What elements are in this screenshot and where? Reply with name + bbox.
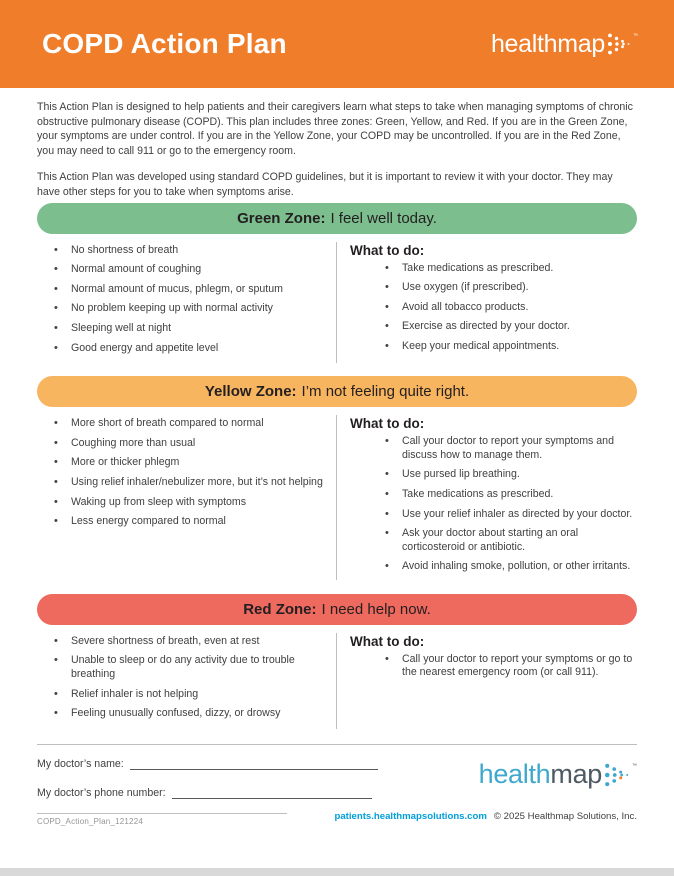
trademark-symbol: ™	[633, 32, 638, 39]
logo-text-map: map	[557, 29, 605, 58]
red-symptoms-column	[37, 633, 337, 729]
page-title: COPD Action Plan	[42, 28, 287, 59]
yellow-zone-banner	[37, 376, 637, 407]
list-item: • Less energy compared to normal	[53, 515, 328, 529]
list-item: • Sleeping well at night	[53, 322, 328, 336]
red-zone-section	[37, 594, 637, 734]
green-actions-column	[337, 242, 637, 364]
green-zone-section	[37, 203, 637, 369]
list-item: • Avoid all tobacco products.	[384, 301, 637, 315]
zone-subtitle: I’m not feeling quite right.	[301, 383, 470, 401]
zone-subtitle: I need help now.	[321, 600, 431, 618]
website-link[interactable]: patients.healthmapsolutions.com	[334, 810, 487, 822]
list-item: • Ask your doctor about starting an oral corticosteroid or antibiotic.	[384, 527, 637, 554]
page-footer	[37, 744, 637, 826]
list-item: • No shortness of breath	[53, 244, 328, 258]
logo-dot-arrow-icon	[607, 31, 633, 61]
zone-name: Yellow Zone:	[204, 383, 297, 401]
list-item: • Good energy and appetite level	[53, 342, 328, 356]
list-item: • Feeling unusually confused, dizzy, or drowsy	[53, 707, 328, 721]
list-item: • Use your relief inhaler as directed by your doctor.	[384, 508, 637, 522]
list-item: • Waking up from sleep with symptoms	[53, 496, 328, 510]
list-item: • Normal amount of coughing	[53, 263, 328, 277]
footer-bottom-row	[37, 810, 637, 826]
actions-list	[384, 653, 637, 680]
trademark-symbol: ™	[632, 763, 637, 770]
logo-text-map: map	[550, 759, 602, 790]
actions-list	[384, 435, 637, 574]
zone-subtitle: I feel well today.	[330, 209, 437, 227]
list-item: • Relief inhaler is not helping	[53, 688, 328, 702]
logo-dot-arrow-icon	[604, 761, 632, 793]
list-item: • More short of breath compared to normal	[53, 417, 328, 431]
footer-legal	[287, 811, 637, 822]
page-bottom-edge	[0, 868, 674, 876]
green-zone-banner	[37, 203, 637, 234]
document-body	[0, 100, 674, 734]
doctor-phone-label: My doctor’s phone number:	[37, 786, 166, 799]
red-zone-body	[37, 625, 637, 734]
doctor-phone-blank-line	[172, 787, 372, 799]
intro-paragraph-1: This Action Plan is designed to help patients and their caregivers learn what steps to take when managing symptoms of chronic obstructive pulmonary disease (COPD). This plan includes three zones: Green, Yellow, and Red. If you are in the Green Zone, your symptoms are under control. If you are in the Yellow Zone, your COPD may be uncontrolled. If you are in the Red Zone, you may need to call 911 or go to the emergency room.	[37, 101, 633, 157]
list-item: • Severe shortness of breath, even at rest	[53, 635, 328, 649]
list-item: • Unable to sleep or do any activity due to trouble breathing	[53, 654, 328, 681]
zone-name: Red Zone:	[243, 600, 317, 618]
list-item: • Normal amount of mucus, phlegm, or sputum	[53, 283, 328, 297]
zone-name: Green Zone:	[237, 209, 326, 227]
what-to-do-heading: What to do:	[350, 416, 425, 432]
yellow-zone-section	[37, 376, 637, 585]
list-item: • Use oxygen (if prescribed).	[384, 281, 637, 295]
list-item: • More or thicker phlegm	[53, 456, 328, 470]
doctor-name-label: My doctor’s name:	[37, 757, 124, 770]
symptoms-list	[53, 244, 328, 356]
list-item: • Using relief inhaler/nebulizer more, but it’s not helping	[53, 476, 328, 490]
list-item: • Call your doctor to report your symptoms and discuss how to manage them.	[384, 435, 637, 462]
list-item: • Exercise as directed by your doctor.	[384, 320, 637, 334]
yellow-actions-column	[337, 415, 637, 580]
intro-paragraph-2: This Action Plan was developed using standard COPD guidelines, but it is important to review it with your doctor. They may have other steps for you to take when symptoms arise.	[37, 171, 613, 198]
list-item: • Coughing more than usual	[53, 437, 328, 451]
healthmap-logo-footer	[479, 759, 637, 791]
green-symptoms-column	[37, 242, 337, 364]
red-zone-banner	[37, 594, 637, 625]
list-item: • Take medications as prescribed.	[384, 488, 637, 502]
actions-list	[384, 262, 637, 354]
yellow-zone-body	[37, 407, 637, 585]
yellow-symptoms-column	[37, 415, 337, 580]
what-to-do-heading: What to do:	[350, 242, 425, 258]
list-item: • Take medications as prescribed.	[384, 262, 637, 276]
doctor-name-blank-line	[130, 758, 378, 770]
logo-text-health: health	[478, 759, 551, 790]
list-item: • Keep your medical appointments.	[384, 340, 637, 354]
red-actions-column	[337, 633, 637, 729]
copyright-text: © 2025 Healthmap Solutions, Inc.	[493, 810, 637, 822]
list-item: • Call your doctor to report your symptoms or go to the nearest emergency room (or call 911).	[384, 653, 637, 680]
document-id: COPD_Action_Plan_121224	[37, 816, 144, 826]
document-id-block	[37, 813, 287, 826]
list-item: • Avoid inhaling smoke, pollution, or other irritants.	[384, 560, 637, 574]
logo-text-health: health	[490, 29, 558, 58]
list-item: • No problem keeping up with normal activity	[53, 302, 328, 316]
symptoms-list	[53, 417, 328, 529]
green-zone-body	[37, 234, 637, 369]
what-to-do-heading: What to do:	[350, 633, 425, 649]
intro-section	[37, 100, 637, 200]
page-header	[0, 0, 674, 88]
healthmap-logo	[491, 29, 638, 59]
list-item: • Use pursed lip breathing.	[384, 468, 637, 482]
symptoms-list	[53, 635, 328, 721]
